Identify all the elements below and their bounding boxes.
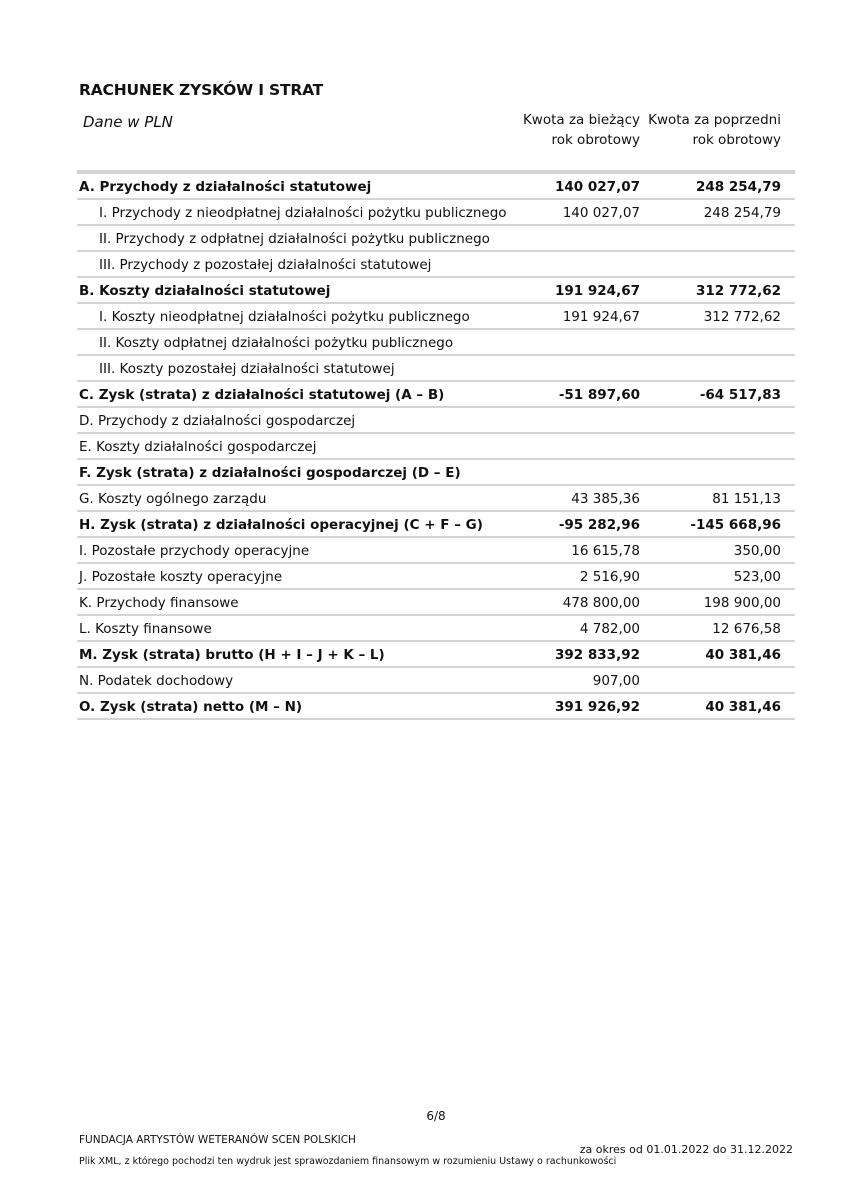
row-value-current: 2 516,90 [579,569,640,585]
column-header-previous-line1: Kwota za poprzedni [648,112,781,128]
row-value-previous: 12 676,58 [712,621,781,637]
row-value-previous: 40 381,46 [705,699,781,715]
row-value-current: 140 027,07 [555,179,640,195]
table-row [77,668,795,694]
currency-note: Dane w PLN [83,113,173,131]
table-row [77,460,795,486]
row-label: III. Przychody z pozostałej działalności statutowej [99,257,432,273]
table-row [77,538,795,564]
table-row [77,408,795,434]
row-value-current: 391 926,92 [555,699,640,715]
page-number: 6/8 [426,1109,446,1123]
column-header-current-line2: rok obrotowy [551,132,640,148]
row-value-previous: 248 254,79 [703,205,781,221]
row-label: K. Przychody finansowe [79,595,239,611]
row-label: F. Zysk (strata) z działalności gospodarczej (D – E) [79,465,461,481]
row-label: H. Zysk (strata) z działalności operacyjnej (C + F – G) [79,517,483,533]
organization-name: FUNDACJA ARTYSTÓW WETERANÓW SCEN POLSKICH [79,1134,356,1146]
table-row [77,694,795,720]
row-value-previous: 248 254,79 [696,179,781,195]
column-header-current [500,110,640,150]
table-row [77,330,795,356]
row-value-current: 16 615,78 [571,543,640,559]
table-row [77,564,795,590]
row-label: B. Koszty działalności statutowej [79,283,331,299]
row-value-previous: 523,00 [733,569,781,585]
row-value-current: 478 800,00 [562,595,640,611]
row-label: I. Pozostałe przychody operacyjne [79,543,310,559]
row-label: O. Zysk (strata) netto (M – N) [79,699,303,715]
row-label: I. Koszty nieodpłatnej działalności pożytku publicznego [99,309,470,325]
row-label: N. Podatek dochodowy [79,673,234,689]
row-value-current: -51 897,60 [558,387,640,403]
row-value-previous: 40 381,46 [705,647,781,663]
row-label: L. Koszty finansowe [79,621,212,637]
row-value-current: 140 027,07 [562,205,640,221]
page-title: RACHUNEK ZYSKÓW I STRAT [79,81,324,99]
table-row [77,174,795,200]
legal-note: Plik XML, z którego pochodzi ten wydruk jest sprawozdaniem finansowym w rozumieniu Ustawy o rachunkowości [79,1156,617,1167]
row-value-previous: 350,00 [733,543,781,559]
row-value-current: -95 282,96 [558,517,640,533]
column-header-previous [641,110,781,150]
table-row [77,434,795,460]
table-row [77,304,795,330]
row-label: E. Koszty działalności gospodarczej [79,439,317,455]
reporting-period: za okres od 01.01.2022 do 31.12.2022 [579,1143,793,1156]
row-value-previous: 312 772,62 [696,283,781,299]
row-label: I. Przychody z nieodpłatnej działalności pożytku publicznego [99,205,507,221]
row-value-current: 191 924,67 [555,283,640,299]
table-row [77,382,795,408]
row-value-previous: 81 151,13 [712,491,781,507]
table-row [77,200,795,226]
row-value-previous: 198 900,00 [703,595,781,611]
row-value-current: 392 833,92 [555,647,640,663]
row-label: D. Przychody z działalności gospodarczej [79,413,356,429]
table-row [77,486,795,512]
row-value-previous: 312 772,62 [703,309,781,325]
column-header-current-line1: Kwota za bieżący [522,112,640,128]
row-label: II. Przychody z odpłatnej działalności pożytku publicznego [99,231,490,247]
row-label: M. Zysk (strata) brutto (H + I – J + K – L) [79,647,385,663]
table-row [77,590,795,616]
income-statement-table [77,174,795,720]
table-row [77,278,795,304]
row-value-current: 907,00 [592,673,640,689]
row-value-current: 4 782,00 [579,621,640,637]
table-row [77,512,795,538]
table-row [77,226,795,252]
column-header-previous-line2: rok obrotowy [692,132,781,148]
table-row [77,252,795,278]
table-row [77,642,795,668]
row-label: C. Zysk (strata) z działalności statutowej (A – B) [79,387,445,403]
row-label: III. Koszty pozostałej działalności statutowej [99,361,395,377]
table-row [77,616,795,642]
row-value-current: 191 924,67 [562,309,640,325]
row-label: A. Przychody z działalności statutowej [79,179,372,195]
row-value-previous: -145 668,96 [690,517,781,533]
row-label: J. Pozostałe koszty operacyjne [79,569,283,585]
row-label: G. Koszty ogólnego zarządu [79,491,267,507]
table-row [77,356,795,382]
row-value-current: 43 385,36 [571,491,640,507]
row-value-previous: -64 517,83 [699,387,781,403]
row-label: II. Koszty odpłatnej działalności pożytku publicznego [99,335,454,351]
